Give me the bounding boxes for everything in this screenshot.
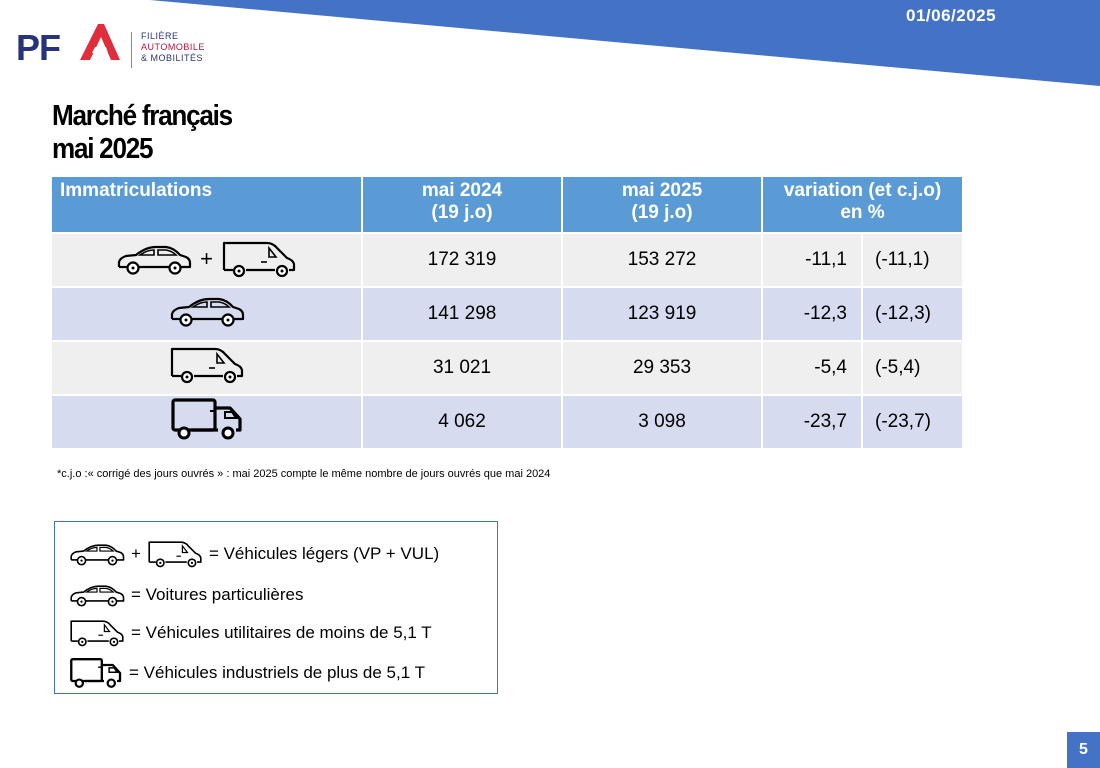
variation-value: -23,7 (762, 395, 862, 449)
truck-icon (170, 397, 244, 441)
legend-label: = Véhicules utilitaires de moins de 5,1 T (131, 623, 432, 642)
value-may-2025: 123 919 (562, 287, 762, 341)
value-may-2025: 29 353 (562, 341, 762, 395)
value-may-2024: 31 021 (362, 341, 562, 395)
van-icon (169, 346, 245, 384)
logo-mark: PF (16, 27, 61, 68)
header-may-2024: mai 2024 (19 j.o) (362, 177, 562, 233)
legend-box (54, 521, 498, 694)
header-registrations: Immatriculations (52, 177, 362, 233)
header-variation: variation (et c.j.o) en % (762, 177, 963, 233)
report-date: 01/06/2025 (906, 6, 997, 25)
value-may-2024: 141 298 (362, 287, 562, 341)
value-may-2024: 172 319 (362, 233, 562, 287)
table-row (52, 395, 963, 449)
title-line-2: mai 2025 (52, 133, 153, 165)
value-may-2025: 153 272 (562, 233, 762, 287)
van-icon (147, 540, 203, 568)
variation-cjo-value: (-11,1) (862, 233, 963, 287)
title-line-1: Marché français (52, 100, 232, 132)
variation-value: -5,4 (762, 341, 862, 395)
vehicle-type-car (52, 287, 362, 341)
footnote: *c.j.o :« corrigé des jours ouvrés » : mai 2025 compte le même nombre de jours ouvrés que mai 2024 (57, 468, 551, 480)
truck-icon (69, 657, 123, 689)
car-icon (116, 243, 192, 275)
table-row (52, 233, 963, 287)
legend-item-car (69, 583, 303, 607)
legend-item-light (69, 540, 439, 568)
van-icon (221, 240, 297, 278)
variation-value: -11,1 (762, 233, 862, 287)
table-row (52, 287, 963, 341)
header-may-2025: mai 2025 (19 j.o) (562, 177, 762, 233)
vehicle-type-light: + (52, 233, 362, 287)
registrations-table (52, 177, 964, 450)
page-title (52, 100, 232, 166)
logo-separator (131, 32, 132, 68)
logo-a-icon (78, 22, 122, 62)
legend-item-truck (69, 657, 425, 689)
value-may-2025: 3 098 (562, 395, 762, 449)
car-icon (69, 583, 125, 607)
car-icon (169, 295, 245, 327)
legend-item-van (69, 619, 432, 647)
table-row (52, 341, 963, 395)
legend-plus: + (131, 544, 141, 563)
variation-value: -12,3 (762, 287, 862, 341)
car-icon (69, 542, 125, 566)
pfa-logo (16, 22, 226, 70)
logo-text: FILIÈRE AUTOMOBILE & MOBILITÉS (141, 31, 205, 63)
vehicle-type-van (52, 341, 362, 395)
van-icon (69, 619, 125, 647)
variation-cjo-value: (-23,7) (862, 395, 963, 449)
page-number: 5 (1067, 732, 1100, 768)
legend-label: = Véhicules légers (VP + VUL) (208, 544, 440, 563)
legend-label: = Véhicules industriels de plus de 5,1 T (129, 663, 425, 682)
variation-cjo-value: (-12,3) (862, 287, 963, 341)
vehicle-type-truck (52, 395, 362, 449)
table-header-row (52, 177, 963, 233)
variation-cjo-value: (-5,4) (862, 341, 963, 395)
value-may-2024: 4 062 (362, 395, 562, 449)
legend-label: = Voitures particulières (131, 585, 304, 604)
